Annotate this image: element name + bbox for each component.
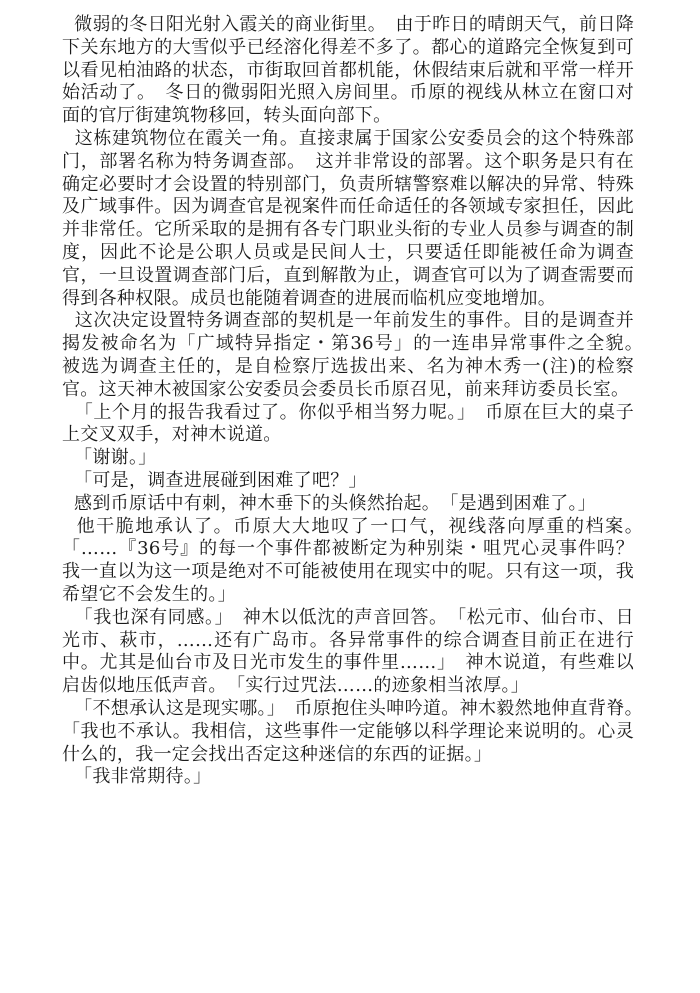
paragraph-7: 感到币原话中有刺，神木垂下的头倏然抬起。 「是遇到困难了。」 — [62, 492, 597, 514]
paragraph-3: 这次决定设置特务调查部的契机是一年前发生的事件。目的是调查并揭发被命名为「广域特异指定・第36号」的一连串异常事件之全貌。 被选为调查主任的，是自检察厅选拔出来、名为神木秀一(注)的检察官。这天神木被国家公安委员会委员长币原召见，前来拜访委员长室。 — [62, 310, 653, 400]
paragraph-11: 「我非常期待。」 — [62, 766, 212, 788]
paragraph-5: 「谢谢。」 — [62, 447, 157, 469]
paragraph-8: 他干脆地承认了。币原大大地叹了一口气，视线落向厚重的档案。 「……『36号』的每一个事件都被断定为种别柒・咀咒心灵事件吗？我一直以为这一项是绝对不可能被使用在现实中的呢。只有这一项，我希望它不会发生的。」 — [62, 515, 653, 605]
document-page — [62, 14, 653, 789]
paragraph-6: 「可是，调查进展碰到困难了吧？」 — [62, 469, 367, 491]
paragraph-10: 「不想承认这是现实哪。」 币原抱住头呻吟道。神木毅然地伸直背脊。 「我也不承认。我相信，这些事件一定能够以科学理论来说明的。心灵什么的，我一定会找出否定这种迷信的东西的证据。」 — [62, 697, 653, 765]
paragraph-2: 这栋建筑物位在霞关一角。直接隶属于国家公安委员会的这个特殊部门，部署名称为特务调查部。 这并非常设的部署。这个职务是只有在确定必要时才会设置的特别部门，负责所辖警察难以解决的异常、特殊及广域事件。因为调查官是视案件而任命适任的各领域专家担任，因此并非常任。它所采取的是拥有各专门职业头衔的专业人员参与调查的制度，因此不论是公职人员或是民间人士，只要适任即能被任命为调查官，一旦设置调查部门后，直到解散为止，调查官可以为了调查需要而得到各种权限。成员也能随着调查的进展而临机应变地增加。 — [62, 127, 634, 309]
paragraph-1: 微弱的冬日阳光射入霞关的商业街里。 由于昨日的晴朗天气，前日降下关东地方的大雪似乎已经溶化得差不多了。都心的道路完全恢复到可以看见柏油路的状态，市街取回首都机能，休假结束后就和平常一样开始活动了。 冬日的微弱阳光照入房间里。币原的视线从林立在窗口对面的官厅街建筑物移回，转头面向部下。 — [62, 14, 635, 127]
paragraph-9: 「我也深有同感。」 神木以低沈的声音回答。 「松元市、仙台市、日光市、萩市，……还有广岛市。各异常事件的综合调查目前正在进行中。尤其是仙台市及日光市发生的事件里……」 神木说道，有些难以启齿似地压低声音。 「实行过咒法……的迹象相当浓厚。」 — [62, 606, 634, 697]
paragraph-4: 「上个月的报告我看过了。你似乎相当努力呢。」 币原在巨大的桌子上交叉双手，对神木说道。 — [62, 401, 635, 446]
